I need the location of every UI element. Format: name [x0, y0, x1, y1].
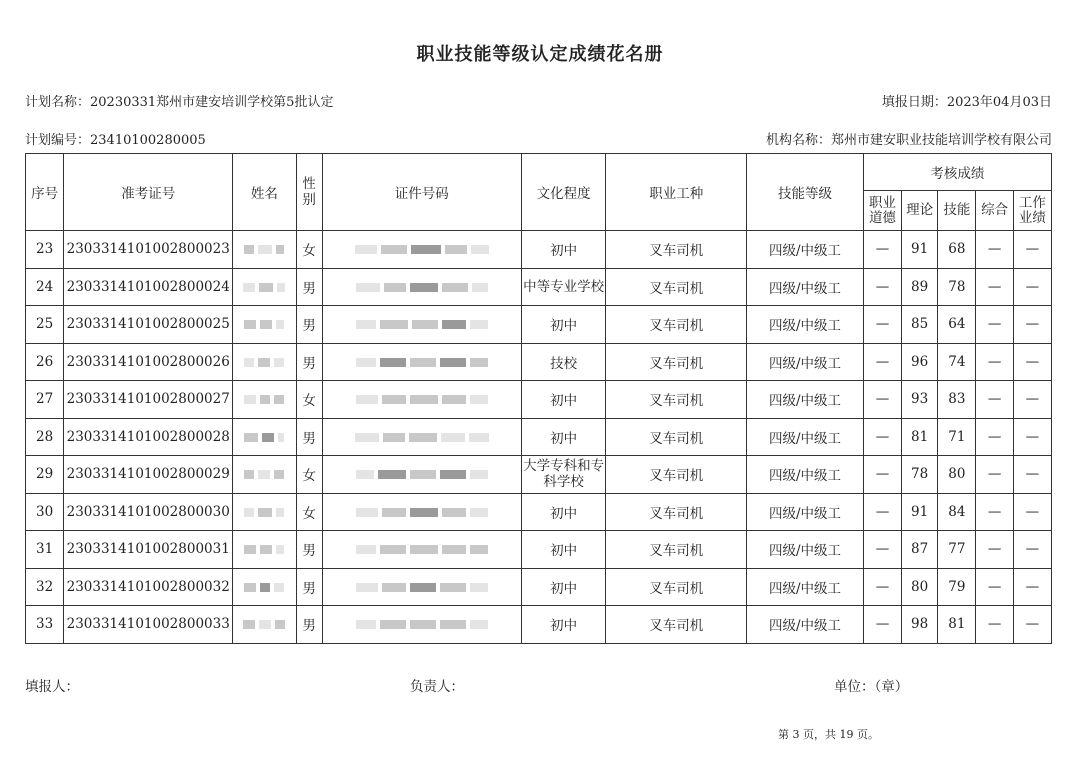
header-skill: 技能 — [938, 191, 976, 231]
cell-education: 技校 — [521, 343, 605, 381]
table-row — [26, 493, 1052, 531]
cell-work-performance: — — [1013, 568, 1051, 606]
cell-exam-no: 2303314101002800033 — [64, 606, 233, 644]
cell-skill: 81 — [938, 606, 976, 644]
table-row — [26, 568, 1052, 606]
cell-skill: 64 — [938, 306, 976, 344]
cell-seq: 29 — [26, 456, 64, 494]
filler-label: 填报人： — [25, 679, 79, 695]
table-row — [26, 381, 1052, 419]
cell-comprehensive: — — [976, 381, 1013, 419]
redacted-name — [233, 418, 296, 456]
header-comprehensive: 综合 — [976, 191, 1013, 231]
cell-gender: 男 — [296, 418, 322, 456]
cell-theory: 96 — [902, 343, 938, 381]
cell-skill: 71 — [938, 418, 976, 456]
cell-comprehensive: — — [976, 456, 1013, 494]
cell-ethics: — — [863, 268, 901, 306]
redacted-id-number — [322, 343, 521, 381]
cell-skill-level: 四级/中级工 — [747, 568, 864, 606]
cell-seq: 32 — [26, 568, 64, 606]
redacted-id-number — [322, 531, 521, 569]
cell-education: 初中 — [521, 531, 605, 569]
redacted-id-number — [322, 456, 521, 494]
cell-education: 初中 — [521, 568, 605, 606]
cell-theory: 85 — [902, 306, 938, 344]
table-row — [26, 343, 1052, 381]
cell-work-performance: — — [1013, 456, 1051, 494]
table-row — [26, 606, 1052, 644]
redacted-id-number — [322, 606, 521, 644]
redacted-name — [233, 456, 296, 494]
cell-skill: 77 — [938, 531, 976, 569]
cell-skill-level: 四级/中级工 — [747, 418, 864, 456]
header-skill-level: 技能等级 — [747, 154, 864, 231]
cell-education: 大学专科和专科学校 — [521, 456, 605, 494]
cell-ethics: — — [863, 306, 901, 344]
cell-seq: 33 — [26, 606, 64, 644]
cell-comprehensive: — — [976, 418, 1013, 456]
cell-work-performance: — — [1013, 531, 1051, 569]
cell-seq: 31 — [26, 531, 64, 569]
cell-ethics: — — [863, 456, 901, 494]
cell-work-performance: — — [1013, 268, 1051, 306]
cell-education: 初中 — [521, 606, 605, 644]
cell-work-performance: — — [1013, 493, 1051, 531]
redacted-id-number — [322, 493, 521, 531]
plan-number: 计划编号：23410100280005 — [25, 133, 206, 148]
cell-exam-no: 2303314101002800030 — [64, 493, 233, 531]
cell-work-performance: — — [1013, 306, 1051, 344]
redacted-name — [233, 568, 296, 606]
cell-occupation: 叉车司机 — [606, 381, 747, 419]
cell-skill-level: 四级/中级工 — [747, 493, 864, 531]
cell-skill: 78 — [938, 268, 976, 306]
cell-skill: 79 — [938, 568, 976, 606]
header-occupation: 职业工种 — [606, 154, 747, 231]
cell-gender: 男 — [296, 306, 322, 344]
cell-comprehensive: — — [976, 343, 1013, 381]
redacted-id-number — [322, 268, 521, 306]
header-name: 姓名 — [233, 154, 296, 231]
header-education: 文化程度 — [521, 154, 605, 231]
cell-exam-no: 2303314101002800027 — [64, 381, 233, 419]
cell-skill: 74 — [938, 343, 976, 381]
redacted-id-number — [322, 568, 521, 606]
cell-theory: 80 — [902, 568, 938, 606]
header-id-no: 证件号码 — [322, 154, 521, 231]
header-scores-group: 考核成绩 — [863, 154, 1051, 191]
cell-ethics: — — [863, 531, 901, 569]
cell-education: 初中 — [521, 306, 605, 344]
cell-work-performance: — — [1013, 231, 1051, 269]
cell-comprehensive: — — [976, 268, 1013, 306]
cell-occupation: 叉车司机 — [606, 268, 747, 306]
page-title: 职业技能等级认定成绩花名册 — [416, 44, 664, 65]
cell-seq: 30 — [26, 493, 64, 531]
cell-education: 初中 — [521, 381, 605, 419]
cell-ethics: — — [863, 418, 901, 456]
cell-skill-level: 四级/中级工 — [747, 531, 864, 569]
header-work-performance: 工作业绩 — [1013, 191, 1051, 231]
cell-skill-level: 四级/中级工 — [747, 343, 864, 381]
cell-skill: 83 — [938, 381, 976, 419]
cell-occupation: 叉车司机 — [606, 568, 747, 606]
cell-comprehensive: — — [976, 306, 1013, 344]
cell-theory: 91 — [902, 231, 938, 269]
redacted-name — [233, 381, 296, 419]
cell-theory: 98 — [902, 606, 938, 644]
table-row — [26, 418, 1052, 456]
cell-skill-level: 四级/中级工 — [747, 456, 864, 494]
cell-education: 初中 — [521, 418, 605, 456]
cell-exam-no: 2303314101002800029 — [64, 456, 233, 494]
cell-skill-level: 四级/中级工 — [747, 306, 864, 344]
cell-ethics: — — [863, 343, 901, 381]
cell-exam-no: 2303314101002800032 — [64, 568, 233, 606]
cell-exam-no: 2303314101002800026 — [64, 343, 233, 381]
cell-gender: 男 — [296, 531, 322, 569]
redacted-name — [233, 231, 296, 269]
cell-gender: 男 — [296, 343, 322, 381]
cell-skill-level: 四级/中级工 — [747, 381, 864, 419]
cell-theory: 87 — [902, 531, 938, 569]
cell-exam-no: 2303314101002800025 — [64, 306, 233, 344]
table-row — [26, 268, 1052, 306]
cell-skill: 68 — [938, 231, 976, 269]
cell-seq: 28 — [26, 418, 64, 456]
responsible-label: 负责人： — [410, 679, 464, 695]
header-ethics: 职业道德 — [863, 191, 901, 231]
cell-seq: 25 — [26, 306, 64, 344]
redacted-id-number — [322, 418, 521, 456]
cell-work-performance: — — [1013, 606, 1051, 644]
header-seq: 序号 — [26, 154, 64, 231]
cell-seq: 23 — [26, 231, 64, 269]
cell-occupation: 叉车司机 — [606, 531, 747, 569]
cell-work-performance: — — [1013, 418, 1051, 456]
cell-occupation: 叉车司机 — [606, 493, 747, 531]
cell-theory: 93 — [902, 381, 938, 419]
cell-gender: 女 — [296, 231, 322, 269]
organization-name: 机构名称：郑州市建安职业技能培训学校有限公司 — [765, 133, 1052, 148]
table-row — [26, 306, 1052, 344]
cell-exam-no: 2303314101002800031 — [64, 531, 233, 569]
cell-seq: 26 — [26, 343, 64, 381]
cell-theory: 81 — [902, 418, 938, 456]
redacted-name — [233, 606, 296, 644]
cell-gender: 男 — [296, 606, 322, 644]
cell-comprehensive: — — [976, 531, 1013, 569]
cell-ethics: — — [863, 606, 901, 644]
cell-comprehensive: — — [976, 231, 1013, 269]
redacted-name — [233, 268, 296, 306]
cell-gender: 男 — [296, 568, 322, 606]
redacted-name — [233, 531, 296, 569]
cell-exam-no: 2303314101002800023 — [64, 231, 233, 269]
cell-ethics: — — [863, 381, 901, 419]
cell-exam-no: 2303314101002800024 — [64, 268, 233, 306]
cell-education: 中等专业学校 — [521, 268, 605, 306]
cell-skill-level: 四级/中级工 — [747, 231, 864, 269]
table-row — [26, 531, 1052, 569]
cell-exam-no: 2303314101002800028 — [64, 418, 233, 456]
table-row — [26, 231, 1052, 269]
cell-seq: 27 — [26, 381, 64, 419]
score-roster-table — [25, 153, 1052, 644]
cell-work-performance: — — [1013, 343, 1051, 381]
cell-occupation: 叉车司机 — [606, 343, 747, 381]
cell-work-performance: — — [1013, 381, 1051, 419]
cell-theory: 78 — [902, 456, 938, 494]
cell-comprehensive: — — [976, 568, 1013, 606]
plan-name: 计划名称：20230331郑州市建安培训学校第5批认定 — [25, 95, 334, 110]
cell-seq: 24 — [26, 268, 64, 306]
header-gender: 性别 — [296, 154, 322, 231]
header-exam-no: 准考证号 — [64, 154, 233, 231]
cell-skill: 84 — [938, 493, 976, 531]
cell-comprehensive: — — [976, 493, 1013, 531]
cell-theory: 89 — [902, 268, 938, 306]
cell-ethics: — — [863, 231, 901, 269]
cell-gender: 女 — [296, 381, 322, 419]
cell-theory: 91 — [902, 493, 938, 531]
cell-gender: 女 — [296, 456, 322, 494]
redacted-id-number — [322, 231, 521, 269]
redacted-name — [233, 343, 296, 381]
cell-occupation: 叉车司机 — [606, 418, 747, 456]
cell-gender: 女 — [296, 493, 322, 531]
cell-skill: 80 — [938, 456, 976, 494]
cell-occupation: 叉车司机 — [606, 306, 747, 344]
cell-skill-level: 四级/中级工 — [747, 268, 864, 306]
header-theory: 理论 — [902, 191, 938, 231]
cell-skill-level: 四级/中级工 — [747, 606, 864, 644]
page-number: 第 3 页，共 19 页。 — [778, 728, 879, 741]
cell-gender: 男 — [296, 268, 322, 306]
redacted-name — [233, 493, 296, 531]
table-row — [26, 456, 1052, 494]
cell-comprehensive: — — [976, 606, 1013, 644]
cell-education: 初中 — [521, 493, 605, 531]
cell-occupation: 叉车司机 — [606, 456, 747, 494]
cell-ethics: — — [863, 568, 901, 606]
cell-occupation: 叉车司机 — [606, 606, 747, 644]
fill-date: 填报日期：2023年04月03日 — [881, 95, 1052, 110]
cell-ethics: — — [863, 493, 901, 531]
cell-occupation: 叉车司机 — [606, 231, 747, 269]
redacted-id-number — [322, 381, 521, 419]
redacted-id-number — [322, 306, 521, 344]
redacted-name — [233, 306, 296, 344]
cell-education: 初中 — [521, 231, 605, 269]
unit-seal-label: 单位：（章） — [834, 679, 909, 695]
